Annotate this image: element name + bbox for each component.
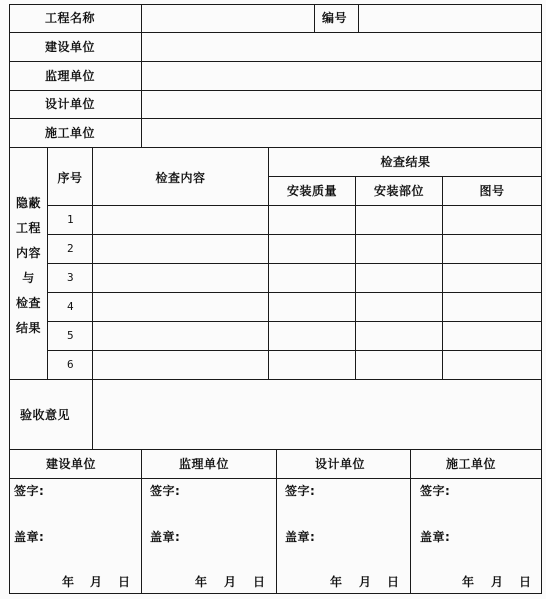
signoff-day: 日: [519, 575, 532, 589]
signoff-month: 月: [90, 575, 103, 589]
drawing-number-header: 图号: [479, 184, 505, 198]
signoff-seal-contractor[interactable]: 盖章:: [420, 530, 451, 544]
signoff-day: 日: [387, 575, 400, 589]
divider: [442, 176, 443, 379]
row-number: 4: [67, 300, 74, 313]
signoff-seal-supervision[interactable]: 盖章:: [150, 530, 181, 544]
content-header: 检查内容: [155, 171, 206, 185]
row-number: 1: [67, 213, 74, 226]
signoff-sign-supervision[interactable]: 签字:: [150, 484, 181, 498]
divider: [47, 321, 542, 322]
row-number: 6: [67, 358, 74, 371]
signoff-year: 年: [462, 575, 475, 589]
signoff-sign-contractor[interactable]: 签字:: [420, 484, 451, 498]
signoff-title-construction: 建设单位: [46, 457, 97, 471]
signoff-month: 月: [224, 575, 237, 589]
signoff-sign-construction[interactable]: 签字:: [14, 484, 45, 498]
acceptance-label: 验收意见: [20, 408, 71, 422]
hidden-works-label-3: 内容: [15, 246, 41, 260]
signoff-sign-design[interactable]: 签字:: [285, 484, 316, 498]
unit-label-supervision: 监理单位: [45, 69, 96, 83]
project-name-field[interactable]: [143, 6, 313, 31]
divider: [47, 234, 542, 235]
divider: [47, 205, 542, 206]
unit-label-contractor: 施工单位: [45, 126, 96, 140]
divider: [9, 147, 542, 148]
divider: [268, 176, 542, 177]
signoff-title-contractor: 施工单位: [446, 457, 497, 471]
hidden-works-label-1: 隐蔽: [15, 196, 41, 210]
row-number: 5: [67, 329, 74, 342]
number-label: 编号: [322, 11, 348, 25]
signoff-year: 年: [195, 575, 208, 589]
divider: [47, 292, 542, 293]
signoff-month: 月: [359, 575, 372, 589]
acceptance-opinion-field[interactable]: [94, 381, 540, 447]
signoff-title-supervision: 监理单位: [179, 457, 230, 471]
signoff-day: 日: [253, 575, 266, 589]
divider: [141, 449, 142, 594]
number-field[interactable]: [360, 6, 540, 31]
divider: [47, 350, 542, 351]
unit-field-supervision[interactable]: [143, 63, 539, 89]
install-quality-header: 安装质量: [286, 184, 337, 198]
hidden-works-label-2: 工程: [15, 221, 41, 235]
unit-field-contractor[interactable]: [143, 120, 539, 146]
row-number: 3: [67, 271, 74, 284]
unit-field-construction[interactable]: [143, 34, 539, 60]
unit-label-design: 设计单位: [45, 97, 96, 111]
divider: [410, 449, 411, 594]
hidden-works-label-4: 与: [22, 271, 35, 285]
divider: [47, 263, 542, 264]
project-name-label: 工程名称: [45, 11, 96, 25]
hidden-works-label-5: 检查: [15, 296, 41, 310]
install-location-header: 安装部位: [373, 184, 424, 198]
signoff-year: 年: [62, 575, 75, 589]
unit-label-construction: 建设单位: [45, 40, 96, 54]
signoff-month: 月: [491, 575, 504, 589]
divider: [276, 449, 277, 594]
seq-header: 序号: [57, 171, 83, 185]
result-header: 检查结果: [380, 155, 431, 169]
divider: [355, 176, 356, 379]
unit-field-design[interactable]: [143, 92, 539, 117]
border-right: [541, 4, 542, 594]
signoff-title-design: 设计单位: [315, 457, 366, 471]
signoff-day: 日: [118, 575, 131, 589]
hidden-works-label-6: 结果: [15, 321, 41, 335]
row-number: 2: [67, 242, 74, 255]
signoff-seal-construction[interactable]: 盖章:: [14, 530, 45, 544]
divider: [314, 4, 315, 33]
signoff-year: 年: [330, 575, 343, 589]
signoff-seal-design[interactable]: 盖章:: [285, 530, 316, 544]
